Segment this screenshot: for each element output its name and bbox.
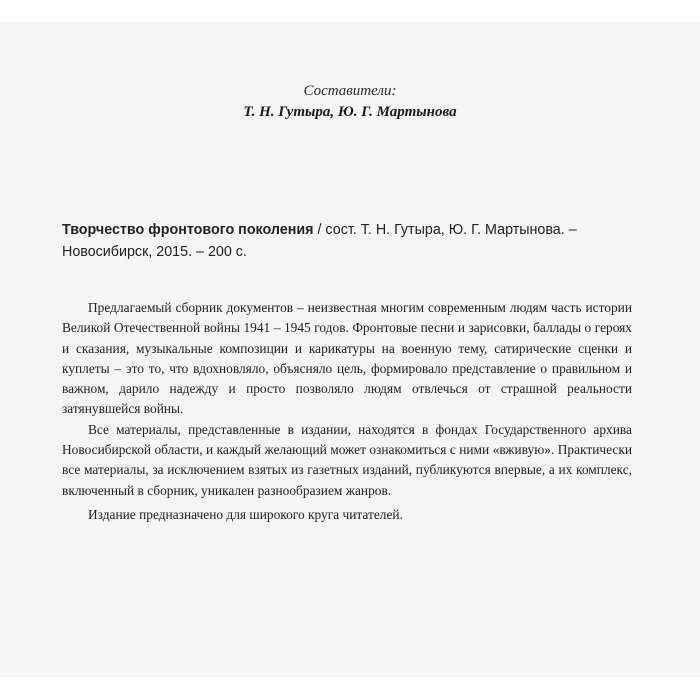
bibliographic-details: / сост. Т. Н. Гутыра, Ю. Г. Мартынова. – Новосибирск, 2015. – 200 с. <box>62 222 577 260</box>
compilers-names: Т. Н. Гутыра, Ю. Г. Мартынова <box>243 104 457 120</box>
book-title: Творчество фронтового поколения <box>62 222 314 238</box>
compilers-block <box>0 81 700 123</box>
abstract-paragraph: Все материалы, представленные в издании, находятся в фондах Государственного архива Новосибирской области, и каждый желающий может ознакомиться с ними «вживую». Практически все материалы, за исключением взятых из газетных изданий, публикуются впервые, а их комплекс, включенный в сборник, уникален разнообразием жанров. <box>62 421 632 498</box>
abstract <box>62 298 632 525</box>
audience-note: Издание предназначено для широкого круга читателей. <box>88 506 403 522</box>
bibliographic-record <box>62 219 642 263</box>
abstract-paragraph: Предлагаемый сборник документов – неизвестная многим современным людям часть истории Великой Отечественной войны 1941 – 1945 годов. Фронтовые песни и зарисовки, баллады о героях и сказания, музыкальные композиции и карикатуры на военную тему, сатирические сценки и куплеты – это то, что вдохновляло, объясняло цель, формировало представление о правильном и важном, дарило надежду и просто позволяло людям отвлечься от страшной реальности затянувшейся войны. <box>62 300 632 417</box>
compilers-label: Составители: <box>303 83 397 99</box>
